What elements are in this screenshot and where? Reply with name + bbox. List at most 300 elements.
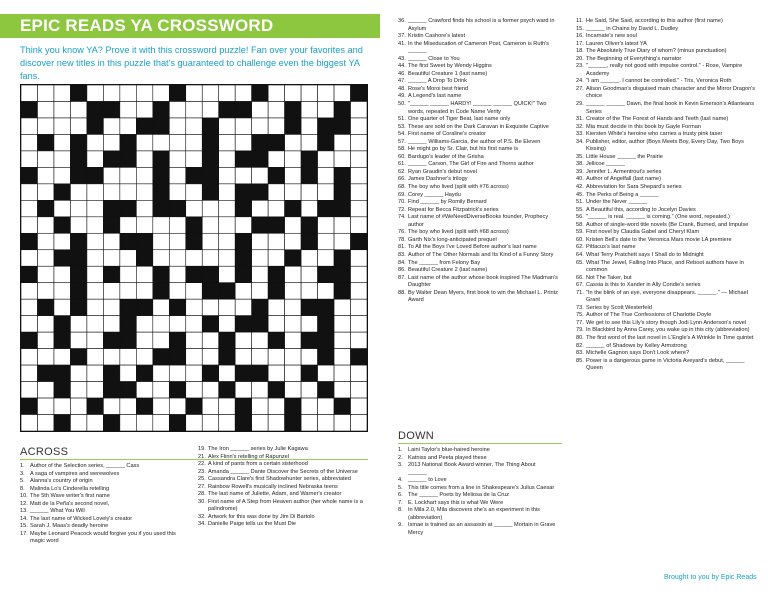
grid-cell-white[interactable] bbox=[202, 217, 218, 233]
grid-cell-white[interactable] bbox=[186, 118, 202, 134]
grid-cell-white[interactable] bbox=[87, 85, 103, 101]
grid-cell-white[interactable] bbox=[252, 200, 268, 216]
grid-cell-white[interactable] bbox=[351, 316, 367, 332]
grid-cell-white[interactable] bbox=[37, 151, 53, 167]
grid-cell-white[interactable] bbox=[21, 134, 37, 150]
grid-cell-white[interactable] bbox=[37, 415, 53, 431]
grid-cell-white[interactable] bbox=[153, 299, 169, 315]
grid-cell-white[interactable] bbox=[186, 200, 202, 216]
grid-cell-white[interactable] bbox=[54, 118, 70, 134]
grid-cell-white[interactable] bbox=[136, 217, 152, 233]
grid-cell-white[interactable] bbox=[268, 365, 284, 381]
grid-cell-white[interactable] bbox=[301, 283, 317, 299]
grid-cell-white[interactable] bbox=[285, 85, 301, 101]
grid-cell-black bbox=[87, 118, 103, 134]
grid-cell-white[interactable] bbox=[351, 382, 367, 398]
grid-cell-white[interactable] bbox=[54, 101, 70, 117]
grid-cell-white[interactable] bbox=[285, 365, 301, 381]
grid-cell-white[interactable] bbox=[252, 382, 268, 398]
grid-cell-white[interactable] bbox=[285, 184, 301, 200]
grid-cell-white[interactable] bbox=[318, 283, 334, 299]
grid-cell-white[interactable] bbox=[202, 398, 218, 414]
grid-cell-white[interactable] bbox=[87, 233, 103, 249]
grid-cell-white[interactable] bbox=[252, 398, 268, 414]
grid-cell-white[interactable] bbox=[21, 415, 37, 431]
grid-cell-white[interactable] bbox=[268, 415, 284, 431]
grid-cell-white[interactable] bbox=[351, 398, 367, 414]
grid-cell-white[interactable] bbox=[136, 134, 152, 150]
grid-cell-white[interactable] bbox=[87, 266, 103, 282]
grid-cell-white[interactable] bbox=[169, 398, 185, 414]
grid-cell-white[interactable] bbox=[252, 332, 268, 348]
grid-cell-white[interactable] bbox=[103, 316, 119, 332]
grid-cell-white[interactable] bbox=[268, 349, 284, 365]
grid-cell-white[interactable] bbox=[54, 200, 70, 216]
grid-cell-white[interactable] bbox=[54, 233, 70, 249]
grid-cell-white[interactable] bbox=[70, 332, 86, 348]
grid-cell-white[interactable] bbox=[285, 217, 301, 233]
grid-cell-white[interactable] bbox=[136, 266, 152, 282]
grid-cell-white[interactable] bbox=[219, 184, 235, 200]
grid-cell-white[interactable] bbox=[153, 415, 169, 431]
grid-cell-white[interactable] bbox=[136, 184, 152, 200]
grid-cell-white[interactable] bbox=[186, 134, 202, 150]
grid-cell-white[interactable] bbox=[37, 167, 53, 183]
grid-cell-white[interactable] bbox=[318, 85, 334, 101]
grid-cell-white[interactable] bbox=[351, 151, 367, 167]
grid-cell-white[interactable] bbox=[202, 382, 218, 398]
grid-cell-white[interactable] bbox=[120, 184, 136, 200]
grid-cell-white[interactable] bbox=[268, 85, 284, 101]
grid-cell-white[interactable] bbox=[301, 85, 317, 101]
grid-cell-white[interactable] bbox=[219, 151, 235, 167]
grid-cell-white[interactable] bbox=[54, 167, 70, 183]
grid-cell-white[interactable] bbox=[103, 85, 119, 101]
grid-cell-white[interactable] bbox=[37, 266, 53, 282]
grid-cell-white[interactable] bbox=[136, 151, 152, 167]
grid-cell-white[interactable] bbox=[219, 316, 235, 332]
grid-cell-white[interactable] bbox=[268, 233, 284, 249]
grid-cell-white[interactable] bbox=[252, 250, 268, 266]
grid-cell-white[interactable] bbox=[301, 101, 317, 117]
grid-cell-white[interactable] bbox=[37, 118, 53, 134]
grid-cell-white[interactable] bbox=[351, 134, 367, 150]
grid-cell-white[interactable] bbox=[285, 349, 301, 365]
grid-cell-white[interactable] bbox=[252, 349, 268, 365]
grid-cell-white[interactable] bbox=[153, 134, 169, 150]
grid-cell-white[interactable] bbox=[87, 217, 103, 233]
grid-cell-white[interactable] bbox=[54, 299, 70, 315]
grid-cell-white[interactable] bbox=[120, 85, 136, 101]
grid-cell-white[interactable] bbox=[186, 382, 202, 398]
grid-cell-white[interactable] bbox=[37, 85, 53, 101]
grid-cell-white[interactable] bbox=[186, 184, 202, 200]
grid-cell-white[interactable] bbox=[334, 415, 350, 431]
grid-cell-white[interactable] bbox=[21, 250, 37, 266]
grid-cell-white[interactable] bbox=[318, 233, 334, 249]
grid-cell-white[interactable] bbox=[252, 266, 268, 282]
grid-cell-white[interactable] bbox=[87, 316, 103, 332]
grid-cell-white[interactable] bbox=[87, 184, 103, 200]
grid-cell-white[interactable] bbox=[54, 398, 70, 414]
grid-cell-black bbox=[186, 233, 202, 249]
grid-cell-white[interactable] bbox=[235, 85, 251, 101]
grid-cell-white[interactable] bbox=[351, 167, 367, 183]
grid-cell-white[interactable] bbox=[268, 299, 284, 315]
grid-cell-white[interactable] bbox=[120, 167, 136, 183]
grid-cell-white[interactable] bbox=[54, 134, 70, 150]
grid-cell-white[interactable] bbox=[252, 167, 268, 183]
grid-cell-white[interactable] bbox=[318, 184, 334, 200]
clue-item bbox=[398, 146, 562, 154]
grid-cell-white[interactable] bbox=[120, 349, 136, 365]
grid-cell-white[interactable] bbox=[351, 283, 367, 299]
grid-cell-white[interactable] bbox=[21, 217, 37, 233]
grid-cell-white[interactable] bbox=[351, 101, 367, 117]
grid-cell-white[interactable] bbox=[351, 250, 367, 266]
grid-cell-white[interactable] bbox=[37, 349, 53, 365]
grid-cell-white[interactable] bbox=[202, 332, 218, 348]
grid-cell-white[interactable] bbox=[186, 415, 202, 431]
grid-cell-white[interactable] bbox=[285, 233, 301, 249]
grid-cell-white[interactable] bbox=[219, 250, 235, 266]
grid-cell-white[interactable] bbox=[136, 349, 152, 365]
grid-cell-white[interactable] bbox=[70, 101, 86, 117]
grid-cell-white[interactable] bbox=[219, 233, 235, 249]
grid-cell-white[interactable] bbox=[37, 398, 53, 414]
grid-cell-white[interactable] bbox=[252, 101, 268, 117]
grid-cell-white[interactable] bbox=[169, 217, 185, 233]
grid-cell-white[interactable] bbox=[21, 85, 37, 101]
grid-cell-white[interactable] bbox=[21, 184, 37, 200]
grid-cell-white[interactable] bbox=[301, 250, 317, 266]
grid-cell-white[interactable] bbox=[136, 167, 152, 183]
grid-cell-white[interactable] bbox=[87, 365, 103, 381]
grid-cell-white[interactable] bbox=[120, 101, 136, 117]
grid-cell-white[interactable] bbox=[202, 299, 218, 315]
grid-cell-white[interactable] bbox=[70, 316, 86, 332]
grid-cell-white[interactable] bbox=[351, 118, 367, 134]
grid-cell-white[interactable] bbox=[54, 151, 70, 167]
grid-cell-white[interactable] bbox=[136, 85, 152, 101]
grid-cell-white[interactable] bbox=[301, 349, 317, 365]
grid-cell-white[interactable] bbox=[120, 415, 136, 431]
grid-cell-white[interactable] bbox=[186, 365, 202, 381]
grid-cell-white[interactable] bbox=[153, 382, 169, 398]
grid-cell-white[interactable] bbox=[87, 382, 103, 398]
grid-cell-white[interactable] bbox=[301, 415, 317, 431]
grid-cell-white[interactable] bbox=[21, 299, 37, 315]
grid-cell-white[interactable] bbox=[285, 332, 301, 348]
grid-cell-white[interactable] bbox=[136, 415, 152, 431]
grid-cell-white[interactable] bbox=[70, 398, 86, 414]
grid-cell-white[interactable] bbox=[136, 332, 152, 348]
grid-cell-white[interactable] bbox=[87, 151, 103, 167]
grid-cell-white[interactable] bbox=[318, 365, 334, 381]
grid-cell-white[interactable] bbox=[268, 250, 284, 266]
grid-cell-white[interactable] bbox=[301, 382, 317, 398]
grid-cell-white[interactable] bbox=[120, 217, 136, 233]
grid-cell-white[interactable] bbox=[268, 398, 284, 414]
grid-cell-white[interactable] bbox=[235, 349, 251, 365]
grid-cell-white[interactable] bbox=[318, 101, 334, 117]
grid-cell-white[interactable] bbox=[318, 250, 334, 266]
grid-cell-white[interactable] bbox=[219, 398, 235, 414]
grid-cell-white[interactable] bbox=[70, 415, 86, 431]
grid-cell-white[interactable] bbox=[351, 415, 367, 431]
grid-cell-white[interactable] bbox=[301, 184, 317, 200]
grid-cell-white[interactable] bbox=[37, 184, 53, 200]
grid-cell-white[interactable] bbox=[235, 134, 251, 150]
grid-cell-white[interactable] bbox=[37, 332, 53, 348]
grid-cell-white[interactable] bbox=[202, 101, 218, 117]
grid-cell-white[interactable] bbox=[37, 101, 53, 117]
grid-cell-white[interactable] bbox=[235, 283, 251, 299]
grid-cell-white[interactable] bbox=[169, 283, 185, 299]
grid-cell-white[interactable] bbox=[318, 167, 334, 183]
grid-cell-white[interactable] bbox=[103, 299, 119, 315]
grid-cell-white[interactable] bbox=[153, 398, 169, 414]
grid-cell-white[interactable] bbox=[70, 382, 86, 398]
grid-cell-white[interactable] bbox=[219, 299, 235, 315]
grid-cell-white[interactable] bbox=[235, 217, 251, 233]
grid-cell-white[interactable] bbox=[334, 332, 350, 348]
grid-cell-white[interactable] bbox=[301, 118, 317, 134]
grid-cell-white[interactable] bbox=[252, 283, 268, 299]
grid-cell-white[interactable] bbox=[351, 266, 367, 282]
grid-cell-white[interactable] bbox=[103, 184, 119, 200]
grid-cell-white[interactable] bbox=[70, 217, 86, 233]
grid-cell-white[interactable] bbox=[186, 299, 202, 315]
grid-cell-white[interactable] bbox=[334, 85, 350, 101]
grid-cell-white[interactable] bbox=[103, 167, 119, 183]
grid-cell-white[interactable] bbox=[54, 283, 70, 299]
grid-cell-white[interactable] bbox=[153, 85, 169, 101]
grid-cell-white[interactable] bbox=[285, 382, 301, 398]
grid-cell-white[interactable] bbox=[268, 118, 284, 134]
grid-cell-white[interactable] bbox=[268, 101, 284, 117]
grid-cell-white[interactable] bbox=[87, 200, 103, 216]
grid-cell-white[interactable] bbox=[103, 283, 119, 299]
grid-cell-white[interactable] bbox=[87, 349, 103, 365]
grid-cell-white[interactable] bbox=[219, 134, 235, 150]
grid-cell-white[interactable] bbox=[285, 299, 301, 315]
grid-cell-white[interactable] bbox=[219, 415, 235, 431]
grid-cell-white[interactable] bbox=[37, 233, 53, 249]
grid-cell-white[interactable] bbox=[301, 316, 317, 332]
grid-cell-white[interactable] bbox=[219, 217, 235, 233]
grid-cell-white[interactable] bbox=[235, 299, 251, 315]
grid-cell-white[interactable] bbox=[252, 233, 268, 249]
grid-cell-white[interactable] bbox=[285, 151, 301, 167]
grid-cell-white[interactable] bbox=[54, 85, 70, 101]
grid-cell-white[interactable] bbox=[268, 151, 284, 167]
grid-cell-white[interactable] bbox=[136, 200, 152, 216]
grid-cell-white[interactable] bbox=[301, 200, 317, 216]
grid-cell-white[interactable] bbox=[87, 134, 103, 150]
grid-cell-white[interactable] bbox=[285, 134, 301, 150]
grid-cell-white[interactable] bbox=[334, 349, 350, 365]
grid-cell-white[interactable] bbox=[21, 200, 37, 216]
grid-cell-white[interactable] bbox=[37, 217, 53, 233]
grid-cell-white[interactable] bbox=[235, 382, 251, 398]
clue-number: 6. bbox=[398, 492, 403, 499]
grid-cell-white[interactable] bbox=[219, 365, 235, 381]
grid-cell-white[interactable] bbox=[202, 349, 218, 365]
clue-number: 71. bbox=[576, 289, 584, 296]
grid-cell-white[interactable] bbox=[219, 200, 235, 216]
grid-cell-white[interactable] bbox=[70, 365, 86, 381]
grid-cell-white[interactable] bbox=[202, 415, 218, 431]
grid-cell-white[interactable] bbox=[21, 118, 37, 134]
grid-cell-white[interactable] bbox=[103, 398, 119, 414]
grid-cell-white[interactable] bbox=[334, 217, 350, 233]
grid-cell-white[interactable] bbox=[70, 200, 86, 216]
grid-cell-white[interactable] bbox=[202, 85, 218, 101]
grid-cell-white[interactable] bbox=[334, 299, 350, 315]
grid-cell-white[interactable] bbox=[169, 266, 185, 282]
grid-cell-white[interactable] bbox=[169, 151, 185, 167]
grid-cell-white[interactable] bbox=[186, 349, 202, 365]
grid-cell-white[interactable] bbox=[169, 250, 185, 266]
grid-cell-white[interactable] bbox=[351, 299, 367, 315]
clue-text: Author of The Other Normals and Its Kind of a Funny Story bbox=[408, 251, 554, 258]
grid-cell-white[interactable] bbox=[136, 101, 152, 117]
grid-cell-white[interactable] bbox=[301, 134, 317, 150]
grid-cell-white[interactable] bbox=[87, 250, 103, 266]
grid-cell-white[interactable] bbox=[120, 365, 136, 381]
grid-cell-white[interactable] bbox=[235, 118, 251, 134]
grid-cell-white[interactable] bbox=[21, 382, 37, 398]
grid-cell-white[interactable] bbox=[153, 233, 169, 249]
grid-cell-white[interactable] bbox=[268, 316, 284, 332]
grid-cell-white[interactable] bbox=[136, 283, 152, 299]
grid-cell-white[interactable] bbox=[136, 316, 152, 332]
grid-cell-white[interactable] bbox=[103, 233, 119, 249]
grid-cell-white[interactable] bbox=[120, 118, 136, 134]
grid-cell-white[interactable] bbox=[169, 118, 185, 134]
grid-cell-white[interactable] bbox=[285, 266, 301, 282]
grid-cell-white[interactable] bbox=[153, 316, 169, 332]
grid-cell-white[interactable] bbox=[169, 233, 185, 249]
grid-cell-white[interactable] bbox=[186, 250, 202, 266]
grid-cell-white[interactable] bbox=[87, 415, 103, 431]
grid-cell-white[interactable] bbox=[120, 266, 136, 282]
grid-cell-white[interactable] bbox=[285, 316, 301, 332]
grid-cell-white[interactable] bbox=[252, 415, 268, 431]
grid-cell-white[interactable] bbox=[103, 134, 119, 150]
grid-cell-white[interactable] bbox=[37, 250, 53, 266]
grid-cell-white[interactable] bbox=[169, 101, 185, 117]
grid-cell-white[interactable] bbox=[351, 332, 367, 348]
grid-cell-white[interactable] bbox=[252, 118, 268, 134]
grid-cell-white[interactable] bbox=[21, 316, 37, 332]
grid-cell-white[interactable] bbox=[21, 365, 37, 381]
grid-cell-white[interactable] bbox=[318, 415, 334, 431]
grid-cell-white[interactable] bbox=[87, 332, 103, 348]
clue-item bbox=[398, 48, 562, 56]
grid-cell-white[interactable] bbox=[334, 382, 350, 398]
grid-cell-white[interactable] bbox=[37, 382, 53, 398]
grid-cell-white[interactable] bbox=[186, 151, 202, 167]
grid-cell-white[interactable] bbox=[153, 217, 169, 233]
grid-cell-white[interactable] bbox=[153, 250, 169, 266]
grid-cell-white[interactable] bbox=[219, 85, 235, 101]
grid-cell-white[interactable] bbox=[186, 316, 202, 332]
grid-cell-white[interactable] bbox=[103, 250, 119, 266]
grid-cell-white[interactable] bbox=[334, 316, 350, 332]
grid-cell-white[interactable] bbox=[169, 167, 185, 183]
grid-cell-white[interactable] bbox=[186, 332, 202, 348]
clue-text: ______ Williams-Garcia, the author of P.S. Be Eleven bbox=[408, 138, 541, 145]
grid-cell-white[interactable] bbox=[136, 382, 152, 398]
grid-cell-white[interactable] bbox=[202, 250, 218, 266]
grid-cell-white[interactable] bbox=[334, 134, 350, 150]
grid-cell-white[interactable] bbox=[54, 349, 70, 365]
grid-cell-white[interactable] bbox=[103, 118, 119, 134]
grid-cell-white[interactable] bbox=[186, 85, 202, 101]
grid-cell-white[interactable] bbox=[169, 184, 185, 200]
grid-cell-white[interactable] bbox=[351, 200, 367, 216]
grid-cell-white[interactable] bbox=[268, 184, 284, 200]
grid-cell-white[interactable] bbox=[169, 316, 185, 332]
grid-cell-white[interactable] bbox=[235, 332, 251, 348]
grid-cell-white[interactable] bbox=[37, 283, 53, 299]
grid-cell-white[interactable] bbox=[202, 233, 218, 249]
grid-cell-white[interactable] bbox=[219, 167, 235, 183]
clue-item bbox=[20, 463, 192, 471]
grid-cell-white[interactable] bbox=[318, 398, 334, 414]
grid-cell-white[interactable] bbox=[169, 365, 185, 381]
grid-cell-white[interactable] bbox=[70, 118, 86, 134]
grid-cell-white[interactable] bbox=[235, 167, 251, 183]
grid-cell-white[interactable] bbox=[103, 349, 119, 365]
grid-cell-white[interactable] bbox=[70, 184, 86, 200]
grid-cell-white[interactable] bbox=[334, 151, 350, 167]
grid-cell-white[interactable] bbox=[37, 316, 53, 332]
grid-cell-white[interactable] bbox=[301, 266, 317, 282]
grid-cell-white[interactable] bbox=[202, 200, 218, 216]
grid-cell-white[interactable] bbox=[334, 365, 350, 381]
grid-cell-white[interactable] bbox=[169, 134, 185, 150]
grid-cell-white[interactable] bbox=[351, 365, 367, 381]
grid-cell-white[interactable] bbox=[21, 349, 37, 365]
grid-cell-white[interactable] bbox=[351, 217, 367, 233]
grid-cell-white[interactable] bbox=[351, 184, 367, 200]
grid-cell-white[interactable] bbox=[120, 398, 136, 414]
grid-cell-white[interactable] bbox=[301, 398, 317, 414]
grid-cell-white[interactable] bbox=[87, 299, 103, 315]
grid-cell-white[interactable] bbox=[334, 233, 350, 249]
grid-cell-white[interactable] bbox=[21, 151, 37, 167]
grid-cell-white[interactable] bbox=[87, 283, 103, 299]
grid-cell-white[interactable] bbox=[186, 283, 202, 299]
grid-cell-white[interactable] bbox=[318, 151, 334, 167]
grid-cell-white[interactable] bbox=[120, 283, 136, 299]
grid-cell-white[interactable] bbox=[153, 365, 169, 381]
grid-cell-white[interactable] bbox=[219, 118, 235, 134]
grid-cell-white[interactable] bbox=[285, 167, 301, 183]
grid-cell-white[interactable] bbox=[318, 217, 334, 233]
grid-cell-white[interactable] bbox=[186, 101, 202, 117]
grid-cell-white[interactable] bbox=[268, 200, 284, 216]
grid-cell-white[interactable] bbox=[21, 283, 37, 299]
grid-cell-white[interactable] bbox=[120, 250, 136, 266]
grid-cell-white[interactable] bbox=[219, 266, 235, 282]
grid-cell-white[interactable] bbox=[153, 332, 169, 348]
grid-cell-white[interactable] bbox=[285, 283, 301, 299]
grid-cell-white[interactable] bbox=[54, 266, 70, 282]
